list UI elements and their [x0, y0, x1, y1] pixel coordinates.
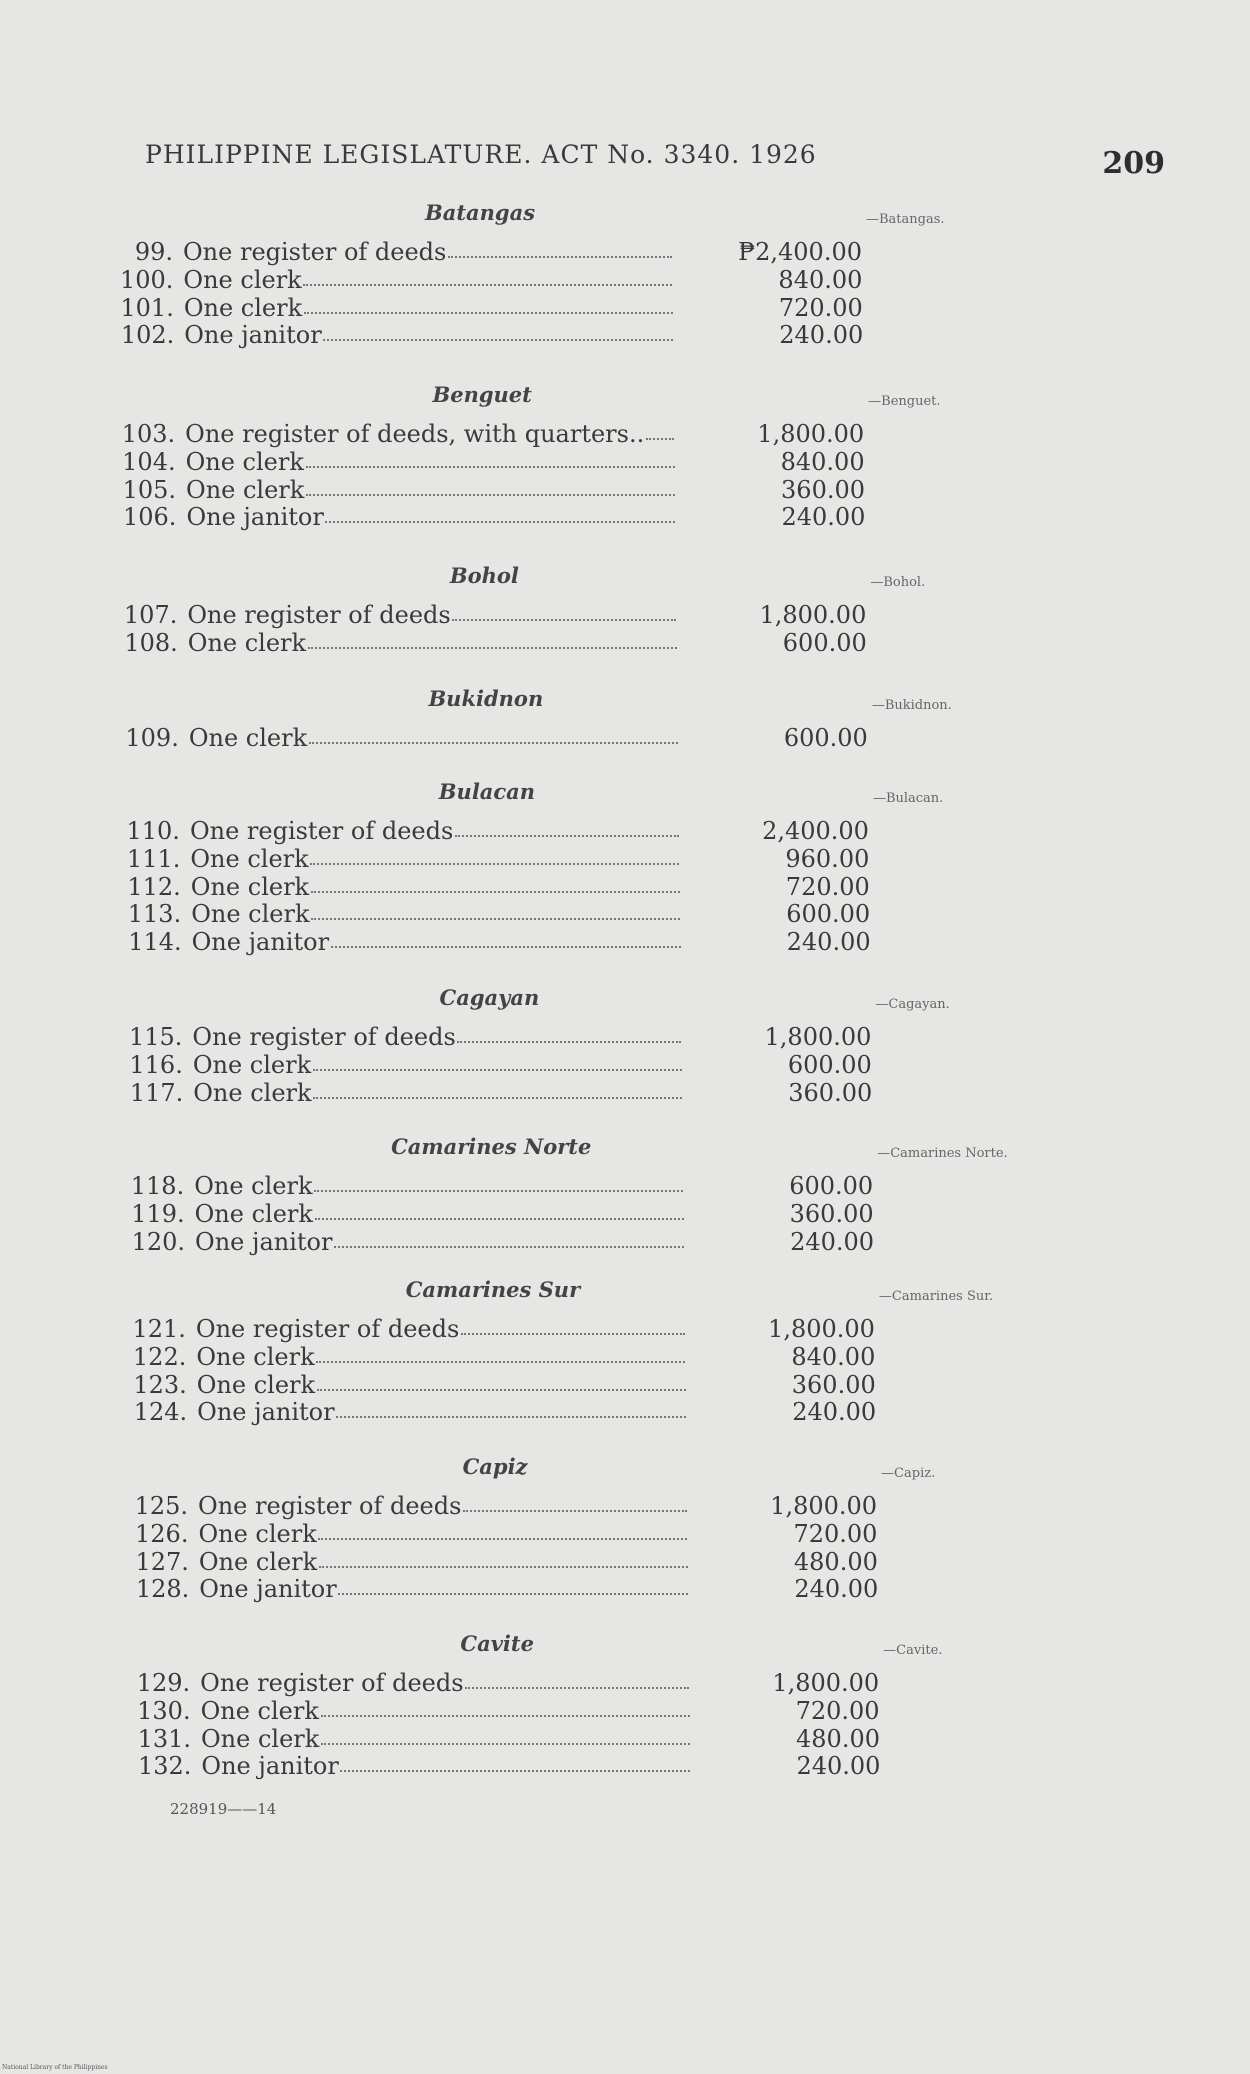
section-heading: Camarines Sur [405, 1277, 581, 1302]
margin-note: —Capiz. [881, 1466, 936, 1481]
item-number: 115. [128, 1023, 183, 1051]
item-description: One clerk [183, 265, 302, 294]
item-amount: 1,800.00 [757, 420, 865, 448]
item-description: One janitor [195, 1227, 333, 1256]
item-number: 112. [127, 872, 181, 901]
item-number: 127. [135, 1547, 189, 1576]
margin-note: —Bohol. [870, 575, 926, 590]
list-item [0, 817, 1250, 845]
item-description: One janitor [191, 928, 330, 957]
leader-dots [306, 466, 675, 468]
item-description: One clerk [198, 1519, 317, 1548]
item-amount: 240.00 [790, 1227, 875, 1256]
leader-dots [309, 742, 678, 744]
item-number: 114. [128, 928, 182, 957]
item-description: One clerk [185, 447, 304, 476]
item-number: 129. [136, 1669, 191, 1697]
section-heading: Bohol [449, 563, 519, 588]
list-item [0, 1343, 1250, 1371]
margin-note: —Bukidnon. [871, 698, 952, 713]
leader-dots [311, 918, 680, 920]
leader-dots [646, 438, 674, 440]
item-number: 117. [129, 1078, 184, 1107]
list-item [0, 476, 1250, 504]
list-item [0, 448, 1250, 476]
item-description: One clerk [187, 628, 307, 657]
list-item [0, 1200, 1250, 1228]
leader-dots [314, 1190, 683, 1192]
leader-dots [316, 1361, 685, 1363]
leader-dots [317, 1389, 686, 1391]
leader-dots [313, 1069, 682, 1071]
printer-code: 228919——14 [170, 1800, 277, 1818]
item-description: One register of deeds [189, 817, 454, 845]
item-description: One clerk [193, 1078, 312, 1107]
section-heading: Batangas [424, 200, 536, 225]
list-item [0, 238, 1250, 266]
section-heading: Bukidnon [428, 686, 544, 711]
margin-note: —Benguet. [868, 394, 941, 409]
item-description: One clerk [194, 1172, 313, 1200]
item-amount: 840.00 [791, 1342, 876, 1371]
section-heading: Benguet [432, 382, 532, 407]
list-item [0, 294, 1250, 322]
section-heading: Capiz [462, 1454, 528, 1479]
item-description: One clerk [198, 1547, 318, 1576]
item-description: One clerk [200, 1696, 319, 1725]
list-item [0, 1492, 1250, 1520]
item-number: 123. [133, 1370, 187, 1399]
leader-dots [455, 835, 679, 837]
item-amount: 600.00 [786, 900, 871, 929]
list-item [0, 1548, 1250, 1576]
list-item [0, 1398, 1250, 1426]
item-number: 100. [119, 265, 174, 294]
item-amount: 480.00 [796, 1724, 880, 1753]
list-item [0, 1172, 1250, 1200]
item-amount: 1,800.00 [764, 1023, 872, 1051]
item-number: 113. [127, 900, 182, 929]
leader-dots [318, 1538, 687, 1540]
item-number: 132. [137, 1752, 192, 1781]
item-description: One clerk [192, 1050, 312, 1079]
item-amount: 240.00 [786, 928, 871, 957]
item-description: One register of deeds [200, 1669, 464, 1697]
leader-dots [461, 1333, 685, 1335]
page-header [145, 140, 1165, 180]
item-amount: ₱2,400.00 [738, 238, 862, 266]
item-number: 107. [123, 601, 178, 629]
list-item [0, 928, 1250, 956]
leader-dots [457, 1041, 681, 1043]
margin-note: —Cagayan. [875, 997, 950, 1012]
item-number: 110. [126, 817, 180, 845]
item-amount: 840.00 [778, 265, 863, 294]
item-amount: 2,400.00 [762, 817, 869, 845]
scan-credit: National Library of the Philippines [2, 2064, 108, 2071]
item-amount: 720.00 [793, 1519, 878, 1548]
list-item [0, 503, 1250, 531]
leader-dots [321, 1743, 690, 1745]
item-amount: 960.00 [785, 844, 870, 873]
item-amount: 600.00 [787, 1050, 872, 1079]
item-number: 128. [135, 1575, 190, 1604]
leader-dots [465, 1687, 689, 1689]
item-number: 124. [133, 1398, 188, 1427]
margin-note: —Camarines Norte. [877, 1146, 1008, 1161]
leader-dots [304, 312, 673, 314]
item-number: 109. [125, 724, 179, 752]
item-number: 118. [130, 1172, 185, 1200]
item-number: 126. [135, 1519, 189, 1548]
item-amount: 360.00 [789, 1199, 874, 1228]
list-item [0, 1575, 1250, 1603]
list-item [0, 1752, 1250, 1780]
leader-dots [308, 647, 677, 649]
list-item [0, 1520, 1250, 1548]
item-description: One clerk [190, 844, 309, 873]
running-title: PHILIPPINE LEGISLATURE. ACT No. 3340. 1926 [145, 140, 817, 169]
item-amount: 720.00 [778, 293, 863, 322]
item-number: 121. [132, 1315, 186, 1343]
item-amount: 600.00 [783, 724, 868, 752]
item-description: One janitor [199, 1575, 337, 1604]
item-amount: 1,800.00 [772, 1669, 880, 1697]
list-item [0, 321, 1250, 349]
section-heading: Cagayan [439, 985, 540, 1010]
item-description: One clerk [186, 475, 305, 504]
leader-dots [313, 1097, 682, 1099]
item-description: One register of deeds, with quarters.. [185, 420, 645, 448]
item-amount: 1,800.00 [770, 1492, 878, 1520]
item-description: One register of deeds [187, 601, 451, 629]
item-number: 101. [120, 293, 174, 322]
section-heading: Cavite [460, 1631, 534, 1656]
item-number: 119. [131, 1199, 185, 1228]
item-description: One register of deeds [183, 238, 447, 266]
leader-dots [338, 1593, 688, 1595]
margin-note: —Cavite. [883, 1643, 943, 1658]
item-amount: 240.00 [794, 1575, 879, 1604]
list-item [0, 724, 1250, 752]
item-number: 105. [122, 475, 177, 504]
item-amount: 1,800.00 [768, 1315, 875, 1343]
list-item [0, 1315, 1250, 1343]
margin-note: —Camarines Sur. [878, 1289, 994, 1304]
section-heading: Camarines Norte [391, 1134, 592, 1159]
leader-dots [310, 863, 679, 865]
item-description: One register of deeds [195, 1315, 460, 1343]
leader-dots [319, 1566, 688, 1568]
item-number: 125. [134, 1492, 189, 1520]
item-description: One janitor [184, 321, 322, 350]
list-item [0, 266, 1250, 294]
list-item [0, 873, 1250, 901]
margin-note: —Bulacan. [872, 791, 944, 806]
list-item [0, 1697, 1250, 1725]
item-number: 106. [123, 503, 177, 532]
item-number: 122. [132, 1342, 187, 1371]
list-item [0, 1023, 1250, 1051]
item-amount: 720.00 [785, 872, 870, 901]
list-item [0, 1725, 1250, 1753]
item-amount: 360.00 [791, 1370, 876, 1399]
leader-dots [452, 619, 676, 621]
list-item [0, 1079, 1250, 1107]
item-number: 131. [137, 1724, 191, 1753]
item-amount: 360.00 [788, 1078, 873, 1107]
list-item [0, 629, 1250, 657]
item-number: 103. [121, 420, 176, 448]
item-amount: 720.00 [795, 1696, 880, 1725]
item-description: One clerk [190, 872, 310, 901]
list-item [0, 601, 1250, 629]
item-amount: 600.00 [782, 628, 867, 657]
item-description: One clerk [201, 1724, 320, 1753]
item-description: One clerk [191, 900, 310, 929]
item-number: 108. [124, 628, 178, 657]
section-heading: Bulacan [438, 779, 536, 804]
item-amount: 240.00 [779, 321, 864, 350]
item-amount: 600.00 [789, 1172, 874, 1200]
leader-dots [331, 946, 681, 948]
item-amount: 840.00 [780, 447, 865, 476]
item-number: 102. [120, 321, 175, 350]
margin-note: —Batangas. [866, 212, 945, 227]
leader-dots [321, 1715, 690, 1717]
leader-dots [323, 339, 673, 341]
list-item [0, 1371, 1250, 1399]
item-description: One janitor [197, 1398, 335, 1427]
item-amount: 240.00 [796, 1752, 881, 1781]
item-amount: 1,800.00 [759, 601, 867, 629]
item-description: One clerk [196, 1342, 315, 1371]
list-item [0, 845, 1250, 873]
leader-dots [306, 494, 675, 496]
item-number: 130. [137, 1696, 191, 1725]
leader-dots [315, 1218, 684, 1220]
item-number: 111. [126, 844, 181, 873]
leader-dots [463, 1510, 687, 1512]
list-item [0, 900, 1250, 928]
leader-dots [334, 1246, 684, 1248]
item-description: One register of deeds [198, 1492, 462, 1520]
item-description: One janitor [186, 503, 324, 532]
list-item [0, 1228, 1250, 1256]
leader-dots [448, 256, 672, 258]
leader-dots [340, 1770, 690, 1772]
list-item [0, 420, 1250, 448]
item-description: One clerk [194, 1199, 313, 1228]
page-number: 209 [1102, 146, 1165, 181]
item-description: One clerk [188, 724, 308, 752]
list-item [0, 1669, 1250, 1697]
leader-dots [325, 521, 675, 523]
item-number: 116. [129, 1050, 183, 1079]
item-description: One register of deeds [192, 1023, 456, 1051]
item-description: One clerk [183, 293, 303, 322]
list-item [0, 1051, 1250, 1079]
leader-dots [311, 891, 680, 893]
item-amount: 360.00 [781, 475, 866, 504]
item-number: 104. [122, 447, 176, 476]
item-amount: 480.00 [793, 1547, 878, 1576]
item-description: One janitor [201, 1752, 339, 1781]
leader-dots [303, 284, 672, 286]
item-amount: 240.00 [781, 503, 866, 532]
item-number: 99. [134, 238, 173, 266]
item-description: One clerk [196, 1370, 316, 1399]
item-number: 120. [131, 1227, 186, 1256]
item-amount: 240.00 [792, 1398, 877, 1427]
leader-dots [336, 1416, 686, 1418]
